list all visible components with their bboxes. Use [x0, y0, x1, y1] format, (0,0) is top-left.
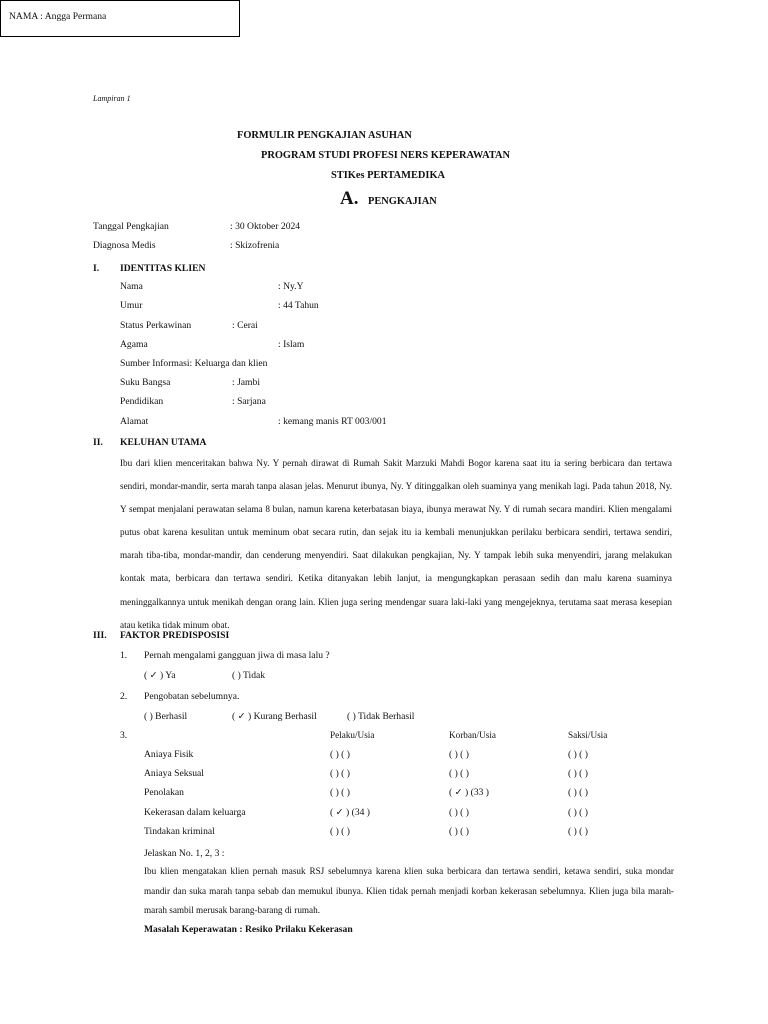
q1-option-ya: ( ✓ ) Ya [144, 670, 176, 681]
row-witness: ( ) ( ) [568, 787, 588, 798]
explanation-text: Ibu klien mengatakan klien pernah masuk RSJ sebelumnya karena klien suka berbicara dan tertawa sendiri, ketawa sendiri, suka mondar mandir dan suka marah tanpa sebab dan memukul ibunya. Klien tidak pernah menjadi korban kekerasan sebelumnya. Klien juga bila marah-marah sambil merusak barang-barang di rumah. [144, 866, 674, 915]
section-number-2: II. [93, 437, 103, 448]
header-victim: Korban/Usia [449, 730, 496, 740]
education-value: : Sarjana [232, 396, 266, 407]
section-number-1: I. [93, 263, 100, 274]
section-letter: A. [340, 188, 359, 209]
q2-option-tidak-berhasil: ( ) Tidak Berhasil [347, 711, 415, 722]
row-label: Aniaya Fisik [144, 749, 194, 760]
ethnicity-value: : Jambi [232, 377, 260, 388]
row-witness: ( ) ( ) [568, 826, 588, 837]
assessment-date-value: : 30 Oktober 2024 [230, 221, 301, 232]
row-perpetrator: ( ) ( ) [330, 749, 350, 760]
name-box [0, 0, 240, 37]
client-identity-heading: IDENTITAS KLIEN [120, 263, 206, 274]
medical-diagnosis-label: Diagnosa Medis [93, 240, 156, 251]
row-victim: ( ) ( ) [449, 768, 469, 779]
row-label: Aniaya Seksual [144, 768, 204, 779]
ethnicity-label: Suku Bangsa [120, 377, 171, 388]
q2-option-berhasil: ( ) Berhasil [144, 711, 188, 722]
row-label: Kekerasan dalam keluarga [144, 807, 246, 818]
form-title: FORMULIR PENGKAJIAN ASUHAN [237, 130, 412, 141]
question-1-text: Pernah mengalami gangguan jiwa di masa lalu ? [144, 650, 330, 661]
question-2-number: 2. [120, 691, 128, 702]
row-witness: ( ) ( ) [568, 749, 588, 760]
student-name: NAMA : Angga Permana [9, 11, 107, 22]
section-number-3: III. [93, 630, 107, 641]
marital-status-value: : Cerai [232, 320, 258, 331]
explain-label: Jelaskan No. 1, 2, 3 : [144, 848, 225, 859]
marital-status-label: Status Perkawinan [120, 320, 192, 331]
row-victim: ( ) ( ) [449, 749, 469, 760]
religion-label: Agama [120, 339, 148, 350]
question-3-number: 3. [120, 730, 128, 741]
question-1-number: 1. [120, 650, 128, 661]
religion-value: : Islam [278, 339, 305, 350]
address-value: : kemang manis RT 003/001 [278, 416, 387, 427]
row-witness: ( ) ( ) [568, 768, 588, 779]
main-complaint-heading: KELUHAN UTAMA [120, 437, 207, 448]
address-label: Alamat [120, 416, 149, 427]
header-perpetrator: Pelaku/Usia [330, 730, 375, 740]
nursing-problem: Masalah Keperawatan : Resiko Prilaku Kekerasan [144, 924, 353, 935]
name-label: Nama [120, 281, 143, 292]
row-witness: ( ) ( ) [568, 807, 588, 818]
attachment-label: Lampiran 1 [93, 94, 131, 103]
assessment-date-label: Tanggal Pengkajian [93, 221, 169, 232]
question-2-text: Pengobatan sebelumnya. [144, 691, 240, 702]
main-complaint-text: Ibu dari klien menceritakan bahwa Ny. Y pernah dirawat di Rumah Sakit Marzuki Mahdi Bogor karena saat itu ia sering berbicara dan tertawa sendiri, mondar-mandir, serta marah tanpa alasan jelas. Menurut ibunya, Ny. Y ditinggalkan oleh suaminya yang menikah lagi. Pada tahun 2018, Ny. Y sempat menjalani perawatan selama 8 bulan, namun karena keterbatasan biaya, ibunya merawat Ny. Y di rumah secara mandiri. Klien mengalami putus obat karena kesulitan untuk meminum obat secara rutin, dan sejak itu ia kembali menunjukkan perilaku berbicara sendiri, tertawa sendiri, marah tiba-tiba, mondar-mandir, dan cenderung menyendiri. Saat dilakukan pengkajian, Ny. Y tampak lebih suka menyendiri, jarang melakukan kontak mata, berbicara dan tertawa sendiri. Ketika ditanyakan lebih lanjut, ia mengungkapkan perasaan sedih dan malu karena suaminya meninggalkannya untuk menikah dengan orang lain. Klien juga sering mendengar suara laki-laki yang mengejeknya, terutama saat merasa kesepian atau ketika tidak minum obat. [120, 458, 672, 630]
education-label: Pendidikan [120, 396, 164, 407]
row-perpetrator: ( ) ( ) [330, 826, 350, 837]
name-value: : Ny.Y [278, 281, 304, 292]
info-source: Sumber Informasi: Keluarga dan klien [120, 358, 268, 369]
row-label: Tindakan kriminal [144, 826, 215, 837]
institution-title: STIKes PERTAMEDIKA [331, 170, 446, 181]
predisposing-factors-heading: FAKTOR PREDISPOSISI [120, 630, 230, 641]
header-witness: Saksi/Usia [568, 730, 608, 740]
medical-diagnosis-value: : Skizofrenia [230, 240, 280, 251]
row-perpetrator: ( ✓ ) (34 ) [330, 807, 371, 818]
row-perpetrator: ( ) ( ) [330, 787, 350, 798]
row-victim: ( ) ( ) [449, 807, 469, 818]
section-title: PENGKAJIAN [368, 196, 437, 207]
row-victim: ( ) ( ) [449, 826, 469, 837]
q2-option-kurang-berhasil: ( ✓ ) Kurang Berhasil [232, 711, 317, 722]
age-value: : 44 Tahun [278, 300, 319, 311]
row-label: Penolakan [144, 787, 184, 798]
q1-option-tidak: ( ) Tidak [232, 670, 266, 681]
program-title: PROGRAM STUDI PROFESI NERS KEPERAWATAN [261, 150, 511, 161]
row-victim: ( ✓ ) (33 ) [449, 787, 490, 798]
age-label: Umur [120, 300, 143, 311]
row-perpetrator: ( ) ( ) [330, 768, 350, 779]
